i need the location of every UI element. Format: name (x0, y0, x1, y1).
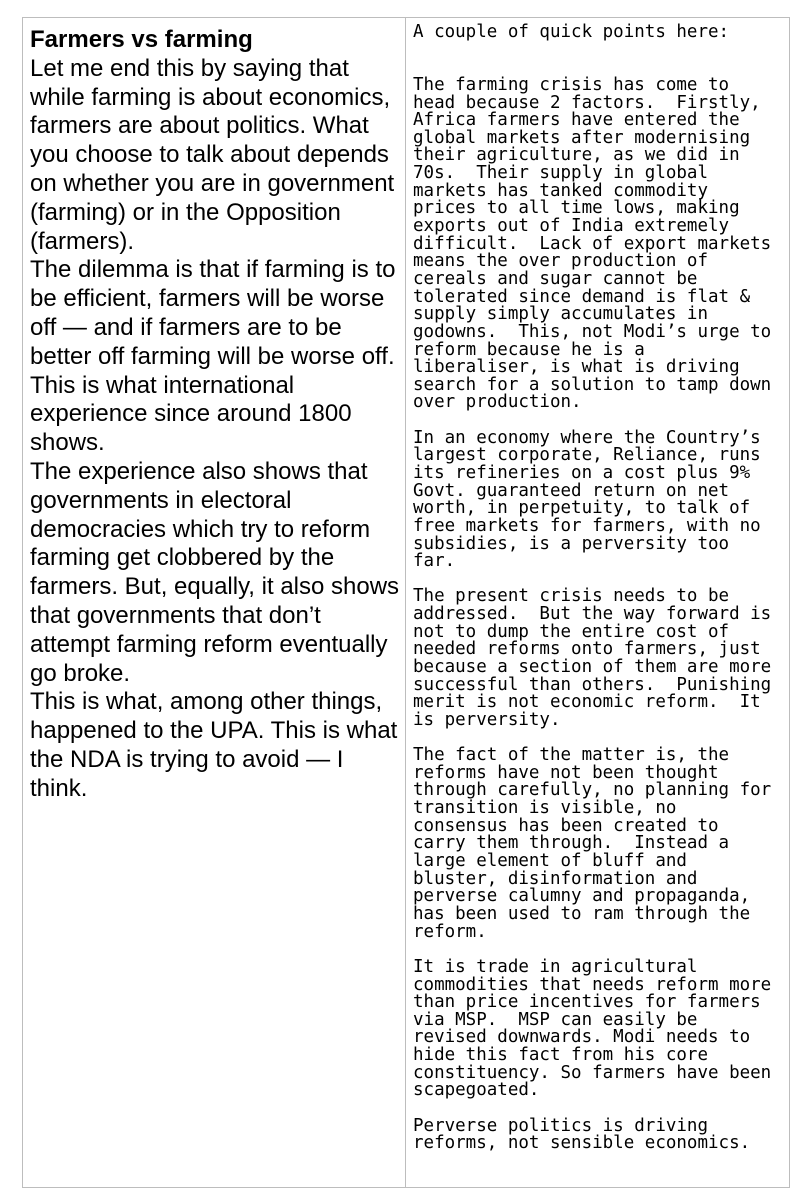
left-text-line: shows. (30, 429, 105, 457)
left-text-line: (farmers). (30, 227, 134, 255)
right-text-line: worth, in perpetuity, to talk of (413, 498, 751, 519)
right-text-line: hide this fact from his core (413, 1045, 709, 1066)
left-text-line: This is what international (30, 371, 295, 399)
left-text-line: be efficient, farmers will be worse (30, 285, 385, 313)
right-text-line: prices to all time lows, making (413, 198, 740, 219)
left-text-line: experience since around 1800 (30, 400, 352, 428)
left-text-line: attempt farming reform eventually (30, 630, 388, 658)
right-text-line: markets has tanked commodity (413, 180, 709, 201)
left-text-line: that governments that don’t (30, 601, 321, 629)
section-heading: Farmers vs farming (30, 26, 253, 53)
right-text-line: head because 2 factors. Firstly, (413, 92, 761, 113)
left-text-line: governments in electoral (30, 486, 292, 514)
left-text-line: think. (30, 774, 88, 802)
right-text-line: than price incentives for farmers (413, 992, 761, 1013)
left-text-line: the NDA is trying to avoid — I (30, 745, 344, 773)
right-text-line: because a section of them are more (413, 657, 772, 678)
right-text-line: has been used to ram through the (413, 903, 751, 924)
right-text-line: perverse calumny and propaganda, (413, 886, 751, 907)
right-text-line: global markets after modernising (413, 127, 751, 148)
right-text-line: bluster, disinformation and (413, 868, 698, 889)
right-text-line: transition is visible, no (413, 798, 677, 819)
right-text-line: its refineries on a cost plus 9% (413, 462, 751, 483)
right-column-cell (406, 18, 789, 1187)
right-text-line: largest corporate, Reliance, runs (413, 445, 761, 466)
left-text-line: farming get clobbered by the (30, 544, 335, 572)
right-text-line: not to dump the entire cost of (413, 621, 730, 642)
right-paragraph (413, 74, 789, 413)
right-paragraph (413, 1115, 789, 1154)
right-text-line: supply simply accumulates in (413, 304, 709, 325)
left-text-line: while farming is about economics, (30, 83, 391, 111)
left-text-line: democracies which try to reform (30, 515, 371, 543)
right-text-line: constituency. So farmers have been (413, 1062, 772, 1083)
right-text-line: their agriculture, as we did in (413, 145, 740, 166)
right-text-line: subsidies, is a perversity too (413, 533, 730, 554)
left-paragraph (30, 688, 405, 803)
left-text-line: farmers. But, equally, it also shows (30, 573, 400, 601)
left-text-line: on whether you are in government (30, 169, 395, 197)
right-text-line: through carefully, no planning for (413, 780, 772, 801)
right-text-line: far. (413, 551, 456, 572)
right-text-line: needed reforms onto farmers, just (413, 639, 761, 660)
right-text-line: reform because he is a (413, 339, 645, 360)
right-text-line: over production. (413, 392, 582, 413)
right-text-line: consensus has been created to (413, 815, 719, 836)
two-column-table (22, 17, 790, 1188)
right-paragraph (413, 588, 789, 729)
right-text-line: In an economy where the Country’s (413, 427, 761, 448)
left-text-line: go broke. (30, 659, 131, 687)
right-text-line: It is trade in agricultural (413, 956, 698, 977)
right-text-line: The present crisis needs to be (413, 586, 730, 607)
right-text-line: godowns. This, not Modi’s urge to (413, 321, 772, 342)
right-paragraph (413, 747, 789, 941)
right-text-line: free markets for farmers, with no (413, 515, 761, 536)
right-text-line: search for a solution to tamp down (413, 374, 772, 395)
right-text-line: 70s. Their supply in global (413, 163, 709, 184)
left-text-line: The experience also shows that (30, 457, 368, 485)
right-text-line: merit is not economic reform. It (413, 692, 761, 713)
left-paragraph (30, 372, 405, 458)
left-text-line: The dilemma is that if farming is to (30, 256, 396, 284)
right-paragraph (413, 427, 789, 572)
left-paragraph (30, 55, 405, 257)
right-text-line: large element of bluff and (413, 851, 687, 872)
right-text-line: scapegoated. (413, 1080, 540, 1101)
right-text-line: carry them through. Instead a (413, 833, 730, 854)
left-text-line: happened to the UPA. This is what (30, 717, 398, 745)
right-text-line: Africa farmers have entered the (413, 110, 740, 131)
right-text-line: reforms have not been thought (413, 762, 719, 783)
left-column-cell (23, 18, 406, 1187)
right-text-line: cereals and sugar cannot be (413, 268, 698, 289)
left-text-line: Let me end this by saying that (30, 54, 349, 82)
right-text-line: The farming crisis has come to (413, 74, 730, 95)
right-text-line: means the over production of (413, 251, 709, 272)
left-text-line: farmers are about politics. What (30, 112, 369, 140)
right-text-line: addressed. But the way forward is (413, 604, 772, 625)
right-intro-line: A couple of quick points here: (413, 22, 730, 42)
right-text-line: difficult. Lack of export markets (413, 233, 772, 254)
right-text-line: The fact of the matter is, the (413, 745, 730, 766)
right-text-line: successful than others. Punishing (413, 674, 772, 695)
left-paragraph (30, 458, 405, 688)
right-text-line: exports out of India extremely (413, 216, 730, 237)
left-text-line: This is what, among other things, (30, 688, 383, 716)
right-text-line: commodities that needs reform more (413, 974, 772, 995)
right-text-line: is perversity. (413, 709, 561, 730)
right-text-line: reforms, not sensible economics. (413, 1133, 751, 1154)
left-text-line: you choose to talk about depends (30, 141, 389, 169)
left-text-line: (farming) or in the Opposition (30, 198, 341, 226)
left-text-line: better off farming will be worse off. (30, 342, 395, 370)
right-text-line: liberaliser, is what is driving (413, 357, 740, 378)
right-text-line: Perverse politics is driving (413, 1115, 709, 1136)
right-text-line: revised downwards. Modi needs to (413, 1027, 751, 1048)
left-text-line: off — and if farmers are to be (30, 313, 342, 341)
left-paragraph (30, 256, 405, 371)
right-text-line: via MSP. MSP can easily be (413, 1009, 698, 1030)
right-text-line: Govt. guaranteed return on net (413, 480, 730, 501)
right-text-line: tolerated since demand is flat & (413, 286, 751, 307)
right-paragraph (413, 956, 789, 1101)
right-text-line: reform. (413, 921, 487, 942)
